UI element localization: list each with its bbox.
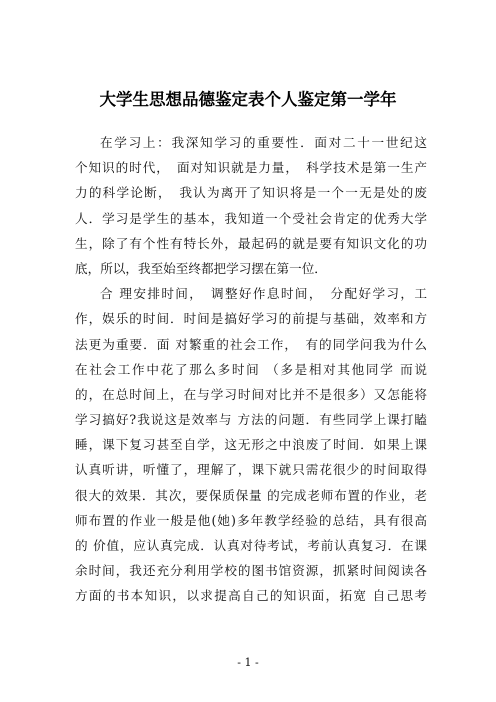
- paragraph-line: 余时间，我还充分利用学校的图书馆资源，抓紧时间阅读各: [75, 563, 427, 579]
- paragraph-line: 生，除了有个性有特长外，最起码的就是要有知识文化的功: [75, 235, 427, 251]
- document-body: [75, 130, 427, 609]
- paragraph-line: 力的科学论断， 我认为离开了知识将是一个一无是处的废: [75, 185, 427, 201]
- paragraph-line: 在学习上：我深知学习的重要性．面对二十一世纪这: [100, 135, 427, 150]
- paragraph-line: 作，娱乐的时间．时间是搞好学习的前提与基础，效率和方: [75, 311, 427, 327]
- document-title: 大学生思想品德鉴定表个人鉴定第一学年: [99, 90, 397, 109]
- paragraph-line: 的，在总时间上，在与学习时间对比并不是很多）又怎能将: [75, 386, 427, 402]
- paragraph-line: 很大的效果．其次，要保质保量 的完成老师布置的作业，老: [75, 487, 427, 503]
- paragraph-line: 个知识的时代， 面对知识就是力量， 科学技术是第一生产: [75, 160, 427, 176]
- paragraph-line: 的 价值，应认真完成．认真对待考试，考前认真复习．在课: [75, 538, 427, 553]
- paragraph-line: 方面的书本知识，以求提高自己的知识面，拓宽 自己思考: [75, 588, 427, 604]
- paragraph-line: 学习搞好?我说这是效率与 方法的问题．有些同学上课打瞌: [75, 412, 427, 428]
- paragraph-line: 底，所以，我至始至终都把学习摆在第一位．: [75, 260, 327, 276]
- paragraph-line: 睡，课下复习甚至自学，这无形之中浪废了时间．如果上课: [75, 437, 427, 453]
- page-number: - 1 -: [237, 656, 259, 669]
- paragraph-line: 合 理安排时间， 调整好作息时间， 分配好学习，工: [100, 286, 427, 302]
- paragraph-line: 认真听讲，听懂了，理解了，课下就只需花很少的时间取得: [75, 462, 427, 478]
- paragraph-line: 法更为重要．面 对繁重的社会工作， 有的同学问我为什么: [75, 336, 427, 352]
- paragraph-line: 师布置的作业一般是他(她)多年教学经验的总结，具有很高: [75, 512, 427, 528]
- paragraph-line: 人．学习是学生的基本，我知道一个受社会肯定的优秀大学: [75, 210, 427, 226]
- paragraph-line: 在社会工作中花了那么多时间 （多是相对其他同学 而说: [75, 361, 427, 377]
